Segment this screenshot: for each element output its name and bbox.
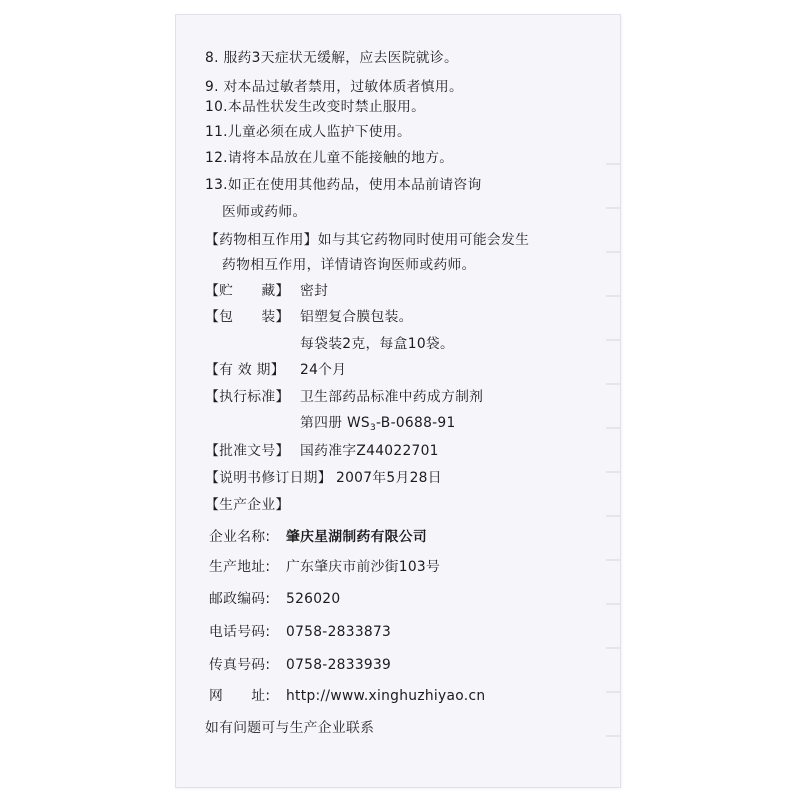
address-label: 生产地址: — [209, 559, 271, 575]
package-label: 【包 装】 — [205, 309, 290, 325]
phone-value: 0758-2833873 — [286, 624, 392, 640]
address-value: 广东肇庆市前沙街103号 — [286, 559, 441, 575]
approval-label: 【批准文号】 — [205, 443, 290, 459]
footer-note: 如有问题可与生产企业联系 — [205, 720, 375, 736]
manufacturer-header: 【生产企业】 — [205, 497, 290, 513]
warning-item-10: 10.本品性状发生改变时禁止服用。 — [205, 99, 426, 115]
warning-item-9: 9. 对本品过敏者禁用，过敏体质者慎用。 — [205, 79, 464, 95]
company-name-label: 企业名称: — [209, 529, 271, 545]
warning-item-13-cont: 医师或药师。 — [222, 204, 307, 220]
validity-value: 24个月 — [300, 362, 347, 378]
fax-value: 0758-2833939 — [286, 657, 392, 673]
revision-value: 2007年5月28日 — [336, 470, 442, 486]
approval-value: 国药准字Z44022701 — [300, 443, 439, 459]
warning-item-12: 12.请将本品放在儿童不能接触的地方。 — [205, 150, 454, 166]
interactions-line-1: 【药物相互作用】如与其它药物同时使用可能会发生 — [205, 232, 530, 248]
website-value: http://www.xinghuzhiyao.cn — [286, 688, 486, 704]
validity-label: 【有 效 期】 — [205, 362, 285, 378]
standard-code-prefix: 第四册 WS — [300, 415, 370, 431]
standard-value-2 — [300, 414, 456, 437]
warning-item-11: 11.儿童必须在成人监护下使用。 — [205, 124, 412, 140]
package-value: 铝塑复合膜包装。 — [300, 309, 413, 325]
fax-label: 传真号码: — [209, 657, 271, 673]
revision-label: 【说明书修订日期】 — [205, 470, 332, 486]
standard-label: 【执行标准】 — [205, 389, 290, 405]
company-name-value: 肇庆星湖制药有限公司 — [286, 529, 427, 545]
website-label: 网 址: — [209, 688, 271, 704]
bleed-through-text — [606, 135, 621, 775]
warning-item-13: 13.如正在使用其他药品，使用本品前请咨询 — [205, 177, 482, 193]
phone-label: 电话号码: — [209, 624, 271, 640]
interactions-line-2: 药物相互作用，详情请咨询医师或药师。 — [222, 257, 476, 273]
package-value-2: 每袋装2克，每盒10袋。 — [300, 336, 455, 352]
postal-label: 邮政编码: — [209, 591, 271, 607]
storage-value: 密封 — [300, 283, 329, 299]
postal-value: 526020 — [286, 591, 341, 607]
warning-item-8: 8. 服药3天症状无缓解，应去医院就诊。 — [205, 50, 459, 66]
standard-value: 卫生部药品标准中药成方制剂 — [300, 389, 484, 405]
storage-label: 【贮 藏】 — [205, 283, 290, 299]
standard-code-subscript: 3 — [369, 423, 377, 433]
standard-code-suffix: -B-0688-91 — [376, 415, 456, 431]
